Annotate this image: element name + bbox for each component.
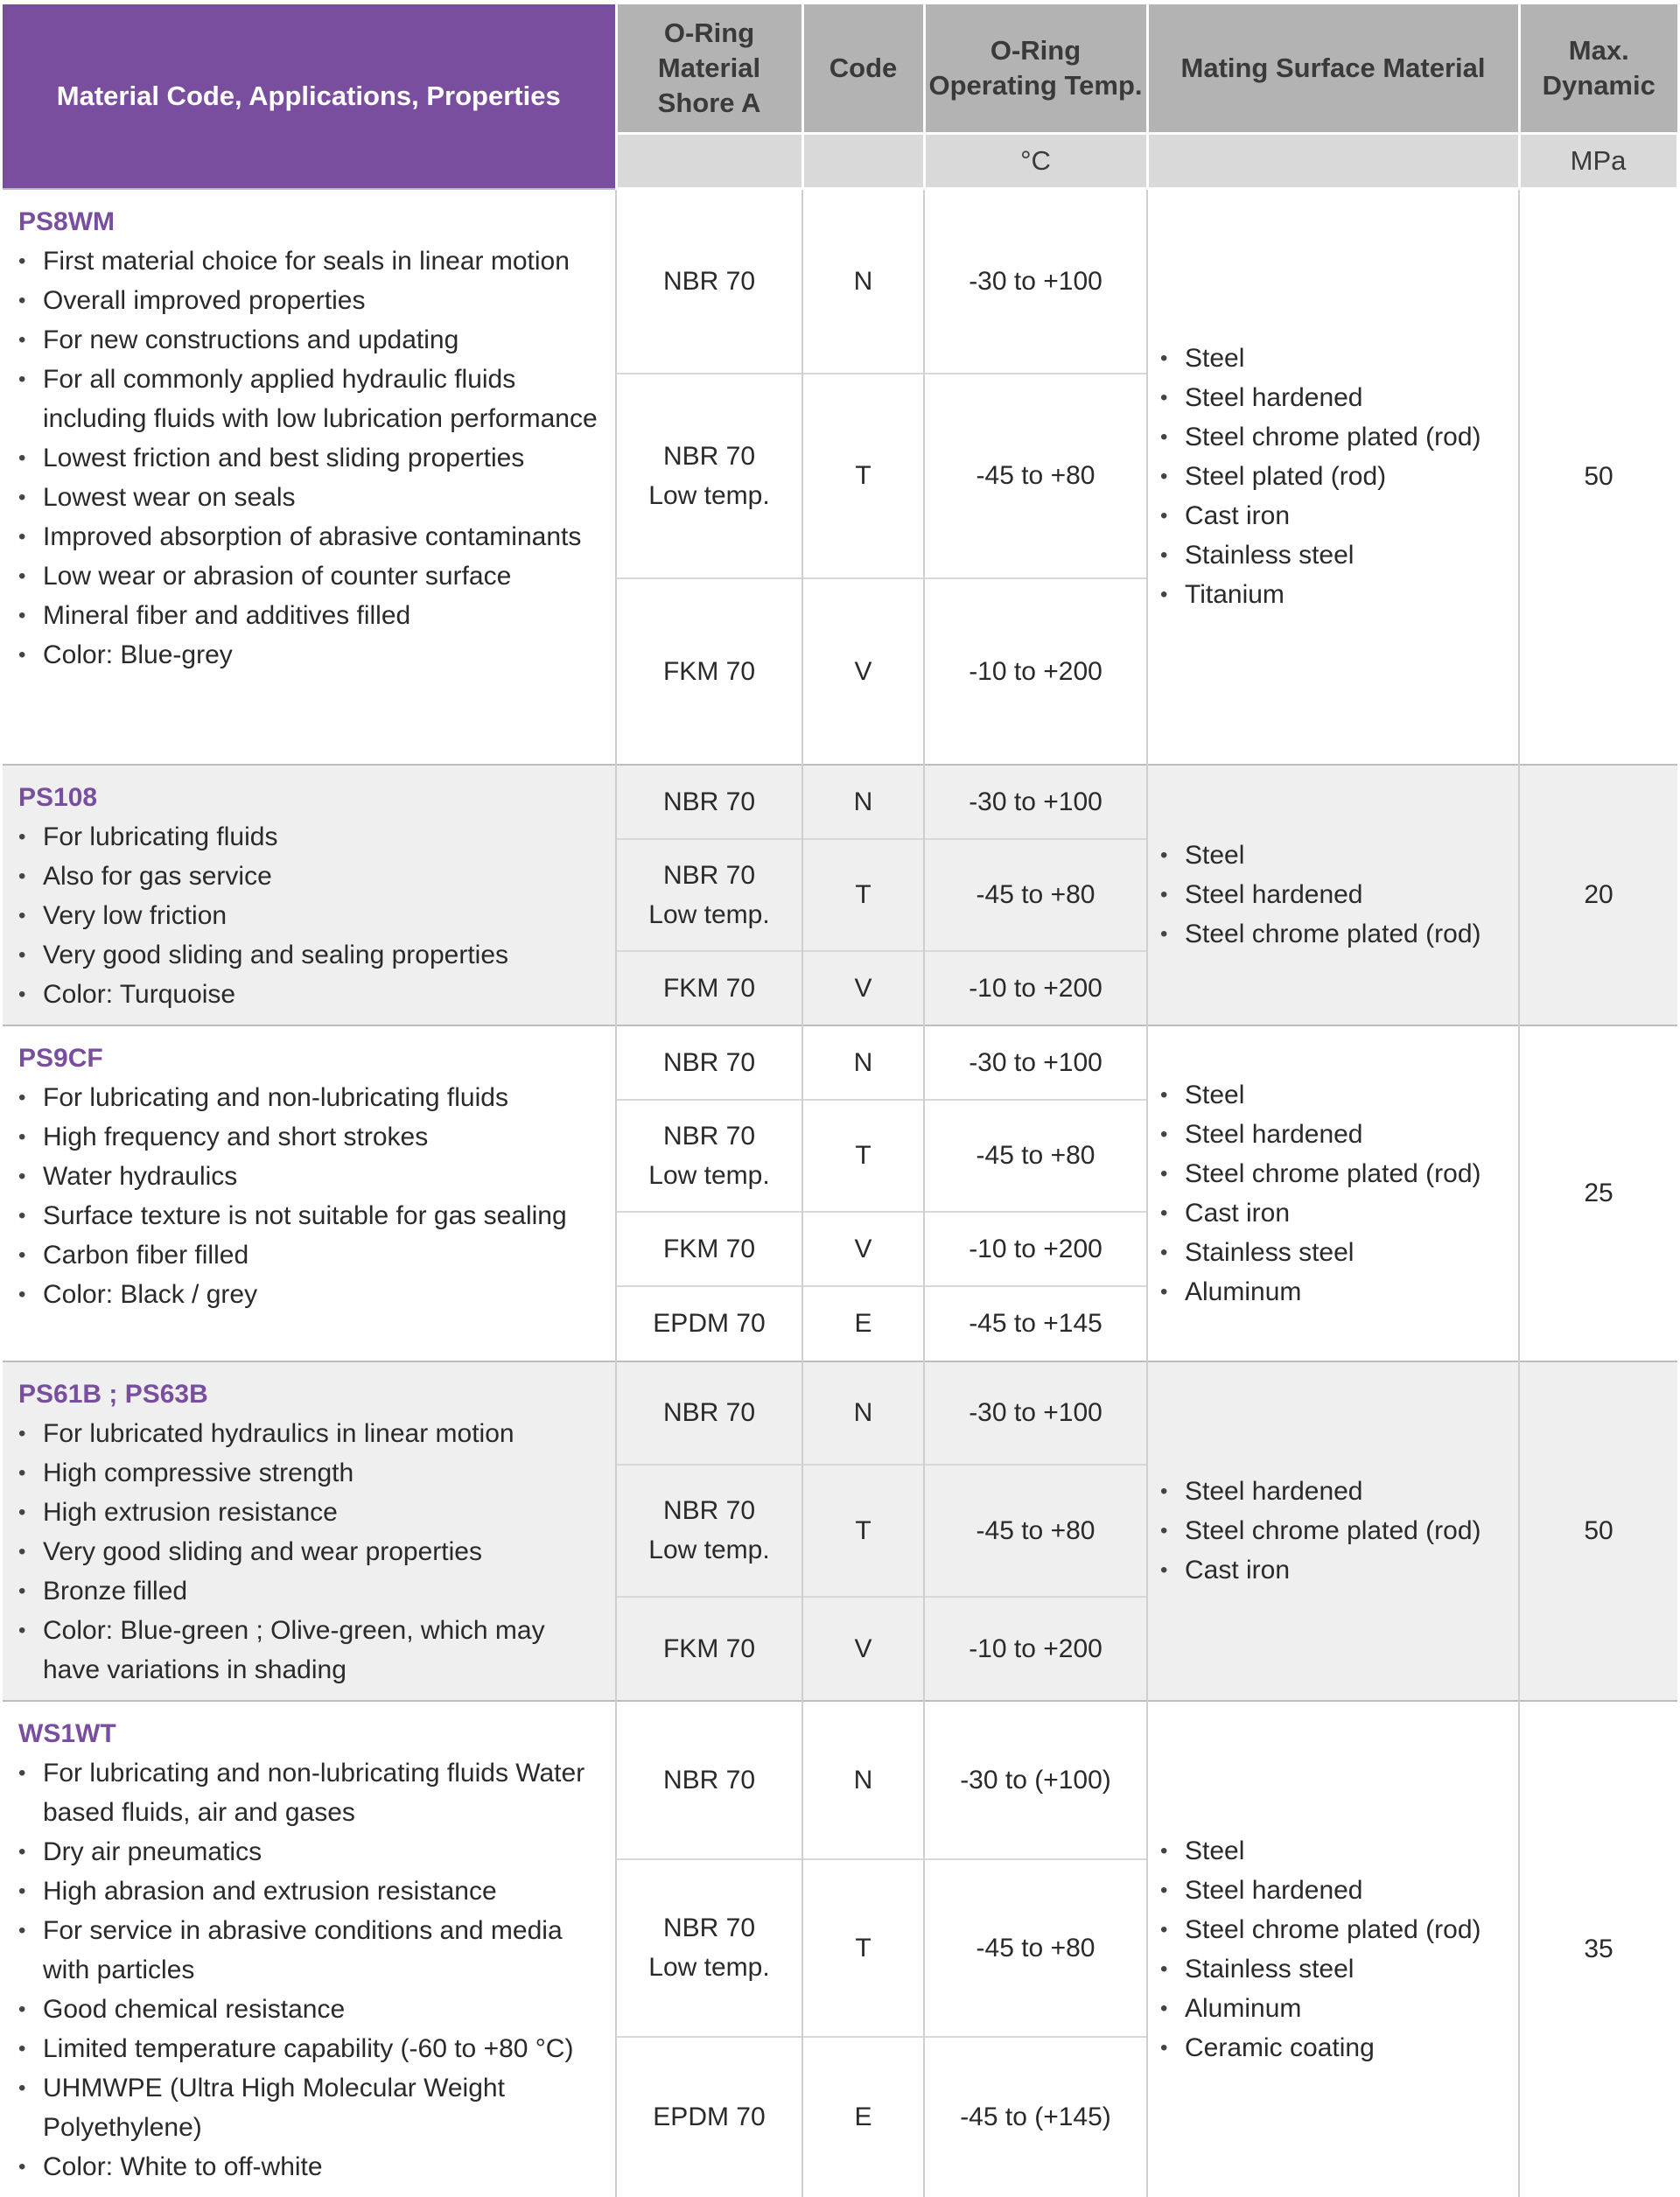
- max-dynamic-value: 50: [1519, 1361, 1677, 1701]
- property-item: • Lowest wear on seals: [18, 478, 606, 517]
- mating-item: • Cast iron: [1160, 1550, 1513, 1590]
- mating-item: • Aluminum: [1160, 1272, 1513, 1312]
- oring-material-name: NBR 70: [662, 1765, 756, 1795]
- mating-list: [1160, 1075, 1513, 1312]
- property-item: • For new constructions and updating: [18, 320, 606, 360]
- max-dynamic-value: 25: [1519, 1025, 1677, 1361]
- material-group: [3, 1025, 1677, 1361]
- table-header: [3, 4, 1677, 189]
- table-row: [3, 765, 1677, 839]
- oring-material-name: NBR 70: [662, 1398, 756, 1428]
- property-item: • First material choice for seals in linear motion: [18, 241, 606, 281]
- mating-surface: [1147, 1025, 1519, 1361]
- oring-material: [616, 578, 802, 765]
- property-item: • Surface texture is not suitable for gas sealing: [18, 1196, 606, 1235]
- oring-material: [616, 189, 802, 374]
- table-row: [3, 1025, 1677, 1100]
- mating-surface: [1147, 1701, 1519, 2197]
- property-item: • Also for gas service: [18, 857, 606, 896]
- mating-item: • Steel: [1160, 339, 1513, 378]
- mating-item: • Steel chrome plated (rod): [1160, 1511, 1513, 1550]
- mating-item: • Steel hardened: [1160, 1472, 1513, 1511]
- property-item: • Good chemical resistance: [18, 1990, 606, 2029]
- property-item: • UHMWPE (Ultra High Molecular Weight Polyethylene): [18, 2068, 606, 2147]
- oring-material-name: FKM 70: [662, 973, 756, 1003]
- unit-blank: [616, 134, 802, 189]
- header-mating: Mating Surface Material: [1147, 4, 1519, 134]
- oring-temp: -45 to +80: [924, 1465, 1147, 1596]
- property-item: • For lubricating fluids: [18, 817, 606, 857]
- property-item: • High compressive strength: [18, 1453, 606, 1493]
- unit-pressure: MPa: [1519, 134, 1677, 189]
- oring-temp: -30 to +100: [924, 189, 1147, 374]
- material-code: PS9CF: [18, 1043, 103, 1073]
- oring-material: [616, 951, 802, 1025]
- oring-material: [616, 374, 802, 578]
- property-item: • Mineral fiber and additives filled: [18, 596, 606, 635]
- oring-temp: -30 to (+100): [924, 1701, 1147, 1859]
- unit-blank: [802, 134, 924, 189]
- oring-material-name: NBR 70: [662, 266, 756, 296]
- oring-code: V: [802, 951, 924, 1025]
- property-item: • Color: Turquoise: [18, 975, 606, 1014]
- oring-material: [616, 839, 802, 951]
- property-item: • For service in abrasive conditions and media with particles: [18, 1911, 606, 1990]
- oring-temp: -45 to +80: [924, 1100, 1147, 1212]
- mating-item: • Steel: [1160, 1075, 1513, 1115]
- oring-material-name: NBR 70: [662, 1496, 756, 1526]
- oring-material-note: Low temp.: [648, 1953, 770, 1983]
- property-item: • Limited temperature capability (-60 to +80 °C): [18, 2029, 606, 2068]
- mating-item: • Stainless steel: [1160, 1949, 1513, 1989]
- oring-temp: -45 to +80: [924, 1859, 1147, 2038]
- oring-code: T: [802, 1465, 924, 1596]
- material-group: [3, 765, 1677, 1025]
- oring-code: N: [802, 189, 924, 374]
- property-item: • Very good sliding and wear properties: [18, 1532, 606, 1571]
- property-item: • Overall improved properties: [18, 281, 606, 320]
- oring-material-name: NBR 70: [662, 1121, 756, 1151]
- oring-code: N: [802, 1361, 924, 1466]
- max-dynamic-value: 35: [1519, 1701, 1677, 2197]
- materials-table: [3, 4, 1679, 2197]
- property-item: • For lubricating and non-lubricating fluids: [18, 1078, 606, 1117]
- mating-surface: [1147, 765, 1519, 1025]
- property-item: • Very good sliding and sealing properties: [18, 935, 606, 975]
- mating-item: • Steel chrome plated (rod): [1160, 914, 1513, 954]
- unit-blank: [1147, 134, 1519, 189]
- header-code: Code: [802, 4, 924, 134]
- oring-code: V: [802, 1212, 924, 1286]
- unit-temp: °C: [924, 134, 1147, 189]
- mating-list: [1160, 339, 1513, 614]
- properties-list: [18, 241, 606, 675]
- property-item: • Color: White to off-white: [18, 2147, 606, 2187]
- oring-code: T: [802, 1100, 924, 1212]
- oring-temp: -45 to +80: [924, 839, 1147, 951]
- mating-item: • Steel hardened: [1160, 1871, 1513, 1910]
- oring-material-name: EPDM 70: [653, 2103, 766, 2132]
- mating-item: • Steel plated (rod): [1160, 457, 1513, 496]
- oring-material-note: Low temp.: [648, 1160, 770, 1190]
- property-item: • Lowest friction and best sliding properties: [18, 438, 606, 478]
- mating-item: • Steel hardened: [1160, 378, 1513, 417]
- mating-item: • Steel chrome plated (rod): [1160, 1154, 1513, 1193]
- property-item: • Low wear or abrasion of counter surface: [18, 556, 606, 596]
- properties-list: [18, 1753, 606, 2187]
- oring-code: E: [802, 1286, 924, 1361]
- oring-code: T: [802, 839, 924, 951]
- oring-temp: -45 to +80: [924, 374, 1147, 578]
- oring-material-name: NBR 70: [662, 1047, 756, 1077]
- mating-item: • Steel: [1160, 836, 1513, 875]
- material-group: [3, 189, 1677, 765]
- oring-material-name: FKM 70: [662, 656, 756, 686]
- table-row: [3, 1701, 1677, 1859]
- max-dynamic-value: 50: [1519, 189, 1677, 765]
- oring-material: [616, 1597, 802, 1701]
- mating-item: • Steel chrome plated (rod): [1160, 417, 1513, 457]
- material-code: PS108: [18, 782, 98, 812]
- property-item: • Color: Blue-green ; Olive-green, which may have variations in shading: [18, 1611, 606, 1690]
- property-item: • Color: Black / grey: [18, 1275, 606, 1314]
- oring-material-name: FKM 70: [662, 1234, 756, 1263]
- oring-material-name: NBR 70: [662, 441, 756, 471]
- material-code: WS1WT: [18, 1718, 116, 1748]
- oring-temp: -10 to +200: [924, 1212, 1147, 1286]
- oring-material: [616, 765, 802, 839]
- property-item: • Improved absorption of abrasive contaminants: [18, 517, 606, 556]
- oring-code: T: [802, 374, 924, 578]
- oring-material: [616, 1465, 802, 1596]
- property-item: • Color: Blue-grey: [18, 635, 606, 675]
- mating-item: • Cast iron: [1160, 1193, 1513, 1233]
- oring-code: V: [802, 1597, 924, 1701]
- oring-material-name: NBR 70: [662, 860, 756, 890]
- oring-temp: -30 to +100: [924, 1025, 1147, 1100]
- properties-list: [18, 1414, 606, 1690]
- mating-surface: [1147, 189, 1519, 765]
- mating-item: • Titanium: [1160, 575, 1513, 614]
- material-description: [3, 765, 616, 1025]
- header-oring-material: O-Ring Material Shore A: [616, 4, 802, 134]
- oring-code: E: [802, 2037, 924, 2196]
- mating-item: • Cast iron: [1160, 496, 1513, 535]
- property-item: • Dry air pneumatics: [18, 1832, 606, 1872]
- properties-list: [18, 1078, 606, 1314]
- mating-list: [1160, 836, 1513, 954]
- oring-material: [616, 1212, 802, 1286]
- material-code: PS61B ; PS63B: [18, 1379, 208, 1409]
- property-item: • For lubricating and non-lubricating fluids Water based fluids, air and gases: [18, 1753, 606, 1832]
- oring-temp: -10 to +200: [924, 1597, 1147, 1701]
- mating-item: • Steel chrome plated (rod): [1160, 1910, 1513, 1949]
- mating-item: • Steel hardened: [1160, 1115, 1513, 1154]
- oring-material-name: NBR 70: [662, 1914, 756, 1943]
- property-item: • Carbon fiber filled: [18, 1235, 606, 1275]
- material-code: PS8WM: [18, 206, 116, 236]
- mating-list: [1160, 1831, 1513, 2068]
- mating-item: • Steel: [1160, 1831, 1513, 1871]
- material-description: [3, 1701, 616, 2197]
- mating-item: • Stainless steel: [1160, 1233, 1513, 1272]
- oring-material: [616, 1100, 802, 1212]
- mating-item: • Steel hardened: [1160, 875, 1513, 914]
- oring-material: [616, 1286, 802, 1361]
- property-item: • High abrasion and extrusion resistance: [18, 1872, 606, 1911]
- oring-temp: -10 to +200: [924, 578, 1147, 765]
- max-dynamic-value: 20: [1519, 765, 1677, 1025]
- oring-temp: -45 to (+145): [924, 2037, 1147, 2196]
- mating-item: • Ceramic coating: [1160, 2028, 1513, 2068]
- oring-temp: -10 to +200: [924, 951, 1147, 1025]
- material-description: [3, 1025, 616, 1361]
- oring-code: V: [802, 578, 924, 765]
- property-item: • For lubricated hydraulics in linear motion: [18, 1414, 606, 1453]
- mating-list: [1160, 1472, 1513, 1590]
- oring-code: N: [802, 1701, 924, 1859]
- table-row: [3, 1361, 1677, 1466]
- properties-list: [18, 817, 606, 1014]
- oring-temp: -45 to +145: [924, 1286, 1147, 1361]
- oring-code: N: [802, 765, 924, 839]
- property-item: • Water hydraulics: [18, 1157, 606, 1196]
- oring-material-note: Low temp.: [648, 480, 770, 510]
- material-description: [3, 189, 616, 765]
- header-max-dynamic: Max. Dynamic: [1519, 4, 1677, 134]
- oring-material-note: Low temp.: [648, 899, 770, 929]
- oring-material: [616, 1859, 802, 2038]
- mating-surface: [1147, 1361, 1519, 1701]
- material-group: [3, 1361, 1677, 1701]
- property-item: • High frequency and short strokes: [18, 1117, 606, 1157]
- oring-material-name: NBR 70: [662, 787, 756, 816]
- property-item: • For all commonly applied hydraulic fluids including fluids with low lubrication performance: [18, 360, 606, 438]
- oring-material: [616, 1701, 802, 1859]
- mating-item: • Stainless steel: [1160, 535, 1513, 575]
- header-oring-temp: O-Ring Operating Temp.: [924, 4, 1147, 134]
- oring-material: [616, 1025, 802, 1100]
- oring-material: [616, 1361, 802, 1466]
- table-row: [3, 189, 1677, 374]
- oring-material-note: Low temp.: [648, 1536, 770, 1565]
- oring-temp: -30 to +100: [924, 1361, 1147, 1466]
- oring-material-name: FKM 70: [662, 1634, 756, 1663]
- oring-material: [616, 2037, 802, 2196]
- property-item: • High extrusion resistance: [18, 1493, 606, 1532]
- oring-code: T: [802, 1859, 924, 2038]
- property-item: • Bronze filled: [18, 1571, 606, 1611]
- mating-item: • Aluminum: [1160, 1989, 1513, 2028]
- oring-temp: -30 to +100: [924, 765, 1147, 839]
- material-description: [3, 1361, 616, 1701]
- material-group: [3, 1701, 1677, 2197]
- oring-code: N: [802, 1025, 924, 1100]
- oring-material-name: EPDM 70: [653, 1309, 766, 1338]
- property-item: • Very low friction: [18, 896, 606, 935]
- header-material: Material Code, Applications, Properties: [3, 4, 616, 189]
